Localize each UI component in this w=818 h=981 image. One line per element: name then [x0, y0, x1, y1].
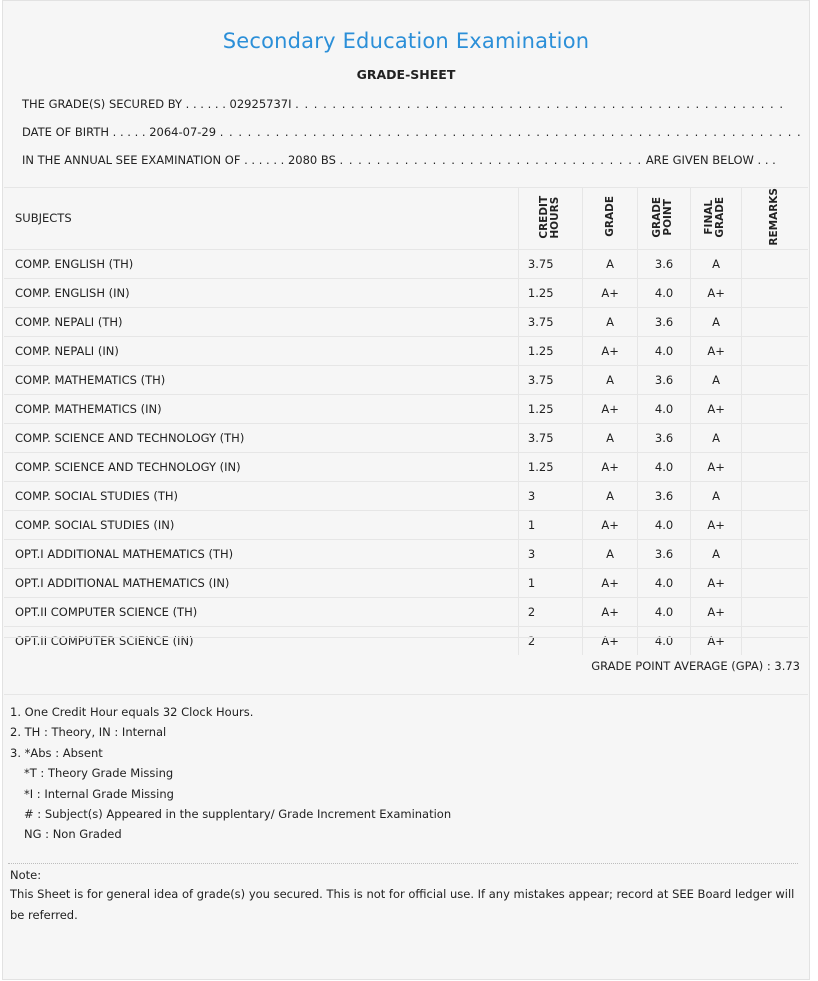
disclaimer-title: Note: — [10, 868, 42, 882]
grade-cell: A — [583, 423, 637, 452]
credit-hours-cell: 1.25 — [518, 452, 583, 481]
gpa-value: GRADE POINT AVERAGE (GPA) : 3.73 — [591, 659, 800, 673]
notes-list — [10, 702, 451, 845]
grade-cell: A+ — [583, 394, 637, 423]
grade-point-cell: 4.0 — [637, 452, 691, 481]
grade-point-cell: 3.6 — [637, 365, 691, 394]
remarks-cell — [741, 423, 808, 452]
subject-cell: COMP. ENGLISH (IN) — [4, 278, 518, 307]
grade-cell: A — [583, 249, 637, 278]
final-grade-cell: A+ — [691, 597, 742, 626]
table-header-row — [4, 188, 808, 250]
remarks-cell — [741, 539, 808, 568]
grade-point-cell: 3.6 — [637, 481, 691, 510]
final-grade-cell: A+ — [691, 568, 742, 597]
remarks-cell — [741, 249, 808, 278]
grade-cell: A — [583, 539, 637, 568]
table-row — [4, 249, 808, 278]
remarks-cell — [741, 510, 808, 539]
credit-hours-cell: 3 — [518, 539, 583, 568]
subject-cell: COMP. NEPALI (TH) — [4, 307, 518, 336]
credit-hours-cell: 3.75 — [518, 249, 583, 278]
final-grade-cell: A — [691, 249, 742, 278]
credit-hours-cell: 1 — [518, 510, 583, 539]
subject-cell: COMP. MATHEMATICS (IN) — [4, 394, 518, 423]
credit-hours-cell: 3.75 — [518, 307, 583, 336]
grade-point-cell: 4.0 — [637, 510, 691, 539]
grade-point-cell: 4.0 — [637, 626, 691, 655]
table-row — [4, 423, 808, 452]
note-item: *I : Internal Grade Missing — [24, 786, 174, 801]
grade-point-header: GRADE POINT — [637, 188, 691, 250]
final-grade-cell: A+ — [691, 278, 742, 307]
disclaimer-text: This Sheet is for general idea of grade(s) you secured. This is not for official use. If any mistakes appear; record at SEE Board ledger will be referred. — [10, 887, 795, 922]
remarks-cell — [741, 336, 808, 365]
credit-hours-cell: 3 — [518, 481, 583, 510]
subject-cell: OPT.II COMPUTER SCIENCE (TH) — [4, 597, 518, 626]
final-grade-cell: A+ — [691, 452, 742, 481]
table-row — [4, 336, 808, 365]
remarks-cell — [741, 365, 808, 394]
table-row — [4, 394, 808, 423]
note-item: 2. TH : Theory, IN : Internal — [10, 725, 167, 740]
credit-hours-header: CREDIT HOURS — [518, 188, 583, 250]
final-grade-cell: A — [691, 307, 742, 336]
grade-point-cell: 4.0 — [637, 597, 691, 626]
subject-cell: COMP. ENGLISH (TH) — [4, 249, 518, 278]
final-grade-cell: A+ — [691, 510, 742, 539]
credit-hours-cell: 1 — [518, 568, 583, 597]
exam-line — [22, 153, 776, 167]
secured-by-dots: . . . . . . . . . . . . . . . . . . . . . . . . . . . . . . . . . . . . . . . . . . . . . . . . . . . . . — [295, 97, 784, 111]
remarks-cell — [741, 394, 808, 423]
table-row — [4, 278, 808, 307]
remarks-cell — [741, 278, 808, 307]
dob-line — [22, 125, 802, 139]
grade-point-cell: 3.6 — [637, 307, 691, 336]
grade-header: GRADE — [583, 188, 637, 250]
secured-by-label: THE GRADE(S) SECURED BY . . . . . . — [22, 97, 226, 111]
grade-cell: A+ — [583, 452, 637, 481]
table-row — [4, 481, 808, 510]
dob-value: 2064-07-29 — [149, 125, 217, 139]
credit-hours-cell: 2 — [518, 626, 583, 655]
gpa-row — [4, 637, 808, 695]
table-row — [4, 307, 808, 336]
note-item: 1. One Credit Hour equals 32 Clock Hours. — [10, 705, 254, 719]
final-grade-cell: A+ — [691, 626, 742, 655]
grade-cell: A+ — [583, 568, 637, 597]
credit-hours-cell: 1.25 — [518, 336, 583, 365]
remarks-cell — [741, 307, 808, 336]
grade-cell: A+ — [583, 278, 637, 307]
subject-cell: COMP. SOCIAL STUDIES (IN) — [4, 510, 518, 539]
subject-cell: COMP. SOCIAL STUDIES (TH) — [4, 481, 518, 510]
note-item: # : Subject(s) Appeared in the supplentary/ Grade Increment Examination — [24, 807, 452, 822]
page-subtitle: GRADE-SHEET — [356, 67, 456, 82]
dotted-divider — [8, 863, 798, 864]
remarks-cell — [741, 597, 808, 626]
subject-cell: OPT.II COMPUTER SCIENCE (IN) — [4, 626, 518, 655]
grade-cell: A+ — [583, 597, 637, 626]
credit-hours-cell: 1.25 — [518, 394, 583, 423]
grade-cell: A — [583, 307, 637, 336]
grade-cell: A+ — [583, 626, 637, 655]
grade-point-cell: 4.0 — [637, 336, 691, 365]
exam-year: 2080 BS — [287, 153, 336, 167]
credit-hours-cell: 2 — [518, 597, 583, 626]
subject-cell: COMP. MATHEMATICS (TH) — [4, 365, 518, 394]
subject-cell: OPT.I ADDITIONAL MATHEMATICS (IN) — [4, 568, 518, 597]
table-row — [4, 452, 808, 481]
subject-cell: COMP. NEPALI (IN) — [4, 336, 518, 365]
credit-hours-cell: 3.75 — [518, 365, 583, 394]
table-row — [4, 539, 808, 568]
table-row — [4, 365, 808, 394]
final-grade-cell: A+ — [691, 336, 742, 365]
grade-point-cell: 3.6 — [637, 249, 691, 278]
remarks-cell — [741, 481, 808, 510]
note-item: NG : Non Graded — [24, 827, 122, 842]
note-item: *T : Theory Grade Missing — [24, 766, 174, 781]
grade-point-cell: 4.0 — [637, 568, 691, 597]
exam-dots: . . . . . . . . . . . . . . . . . . . . . . . . . . . . . . . . . — [339, 153, 643, 167]
grade-point-cell: 4.0 — [637, 278, 691, 307]
table-row — [4, 597, 808, 626]
note-item: 3. *Abs : Absent — [10, 745, 103, 760]
credit-hours-cell: 3.75 — [518, 423, 583, 452]
grade-cell: A — [583, 481, 637, 510]
grade-cell: A+ — [583, 510, 637, 539]
grade-point-cell: 4.0 — [637, 394, 691, 423]
final-grade-cell: A — [691, 481, 742, 510]
final-grade-cell: A — [691, 539, 742, 568]
credit-hours-cell: 1.25 — [518, 278, 583, 307]
page-title: Secondary Education Examination — [222, 29, 590, 53]
exam-label: IN THE ANNUAL SEE EXAMINATION OF . . . . . . — [22, 153, 285, 167]
subject-cell: COMP. SCIENCE AND TECHNOLOGY (TH) — [4, 423, 518, 452]
grade-point-cell: 3.6 — [637, 539, 691, 568]
final-grade-header: FINAL GRADE — [691, 188, 742, 250]
table-row — [4, 568, 808, 597]
grades-table — [4, 187, 808, 655]
table-row — [4, 510, 808, 539]
dob-label: DATE OF BIRTH . . . . . — [22, 125, 146, 139]
remarks-header: REMARKS — [741, 188, 808, 250]
exam-suffix: ARE GIVEN BELOW . . . — [645, 153, 776, 167]
symbol-number: 02925737I — [229, 97, 292, 111]
subject-cell: OPT.I ADDITIONAL MATHEMATICS (TH) — [4, 539, 518, 568]
remarks-cell — [741, 568, 808, 597]
subjects-header: SUBJECTS — [4, 188, 518, 250]
secured-by-line — [22, 97, 784, 111]
grade-point-cell: 3.6 — [637, 423, 691, 452]
dob-dots: . . . . . . . . . . . . . . . . . . . . . . . . . . . . . . . . . . . . . . . . . . . . . . . . . . . . . . . . . . . . . . . — [219, 125, 802, 139]
grade-cell: A+ — [583, 336, 637, 365]
remarks-cell — [741, 452, 808, 481]
subject-cell: COMP. SCIENCE AND TECHNOLOGY (IN) — [4, 452, 518, 481]
final-grade-cell: A — [691, 365, 742, 394]
final-grade-cell: A — [691, 423, 742, 452]
grade-cell: A — [583, 365, 637, 394]
final-grade-cell: A+ — [691, 394, 742, 423]
